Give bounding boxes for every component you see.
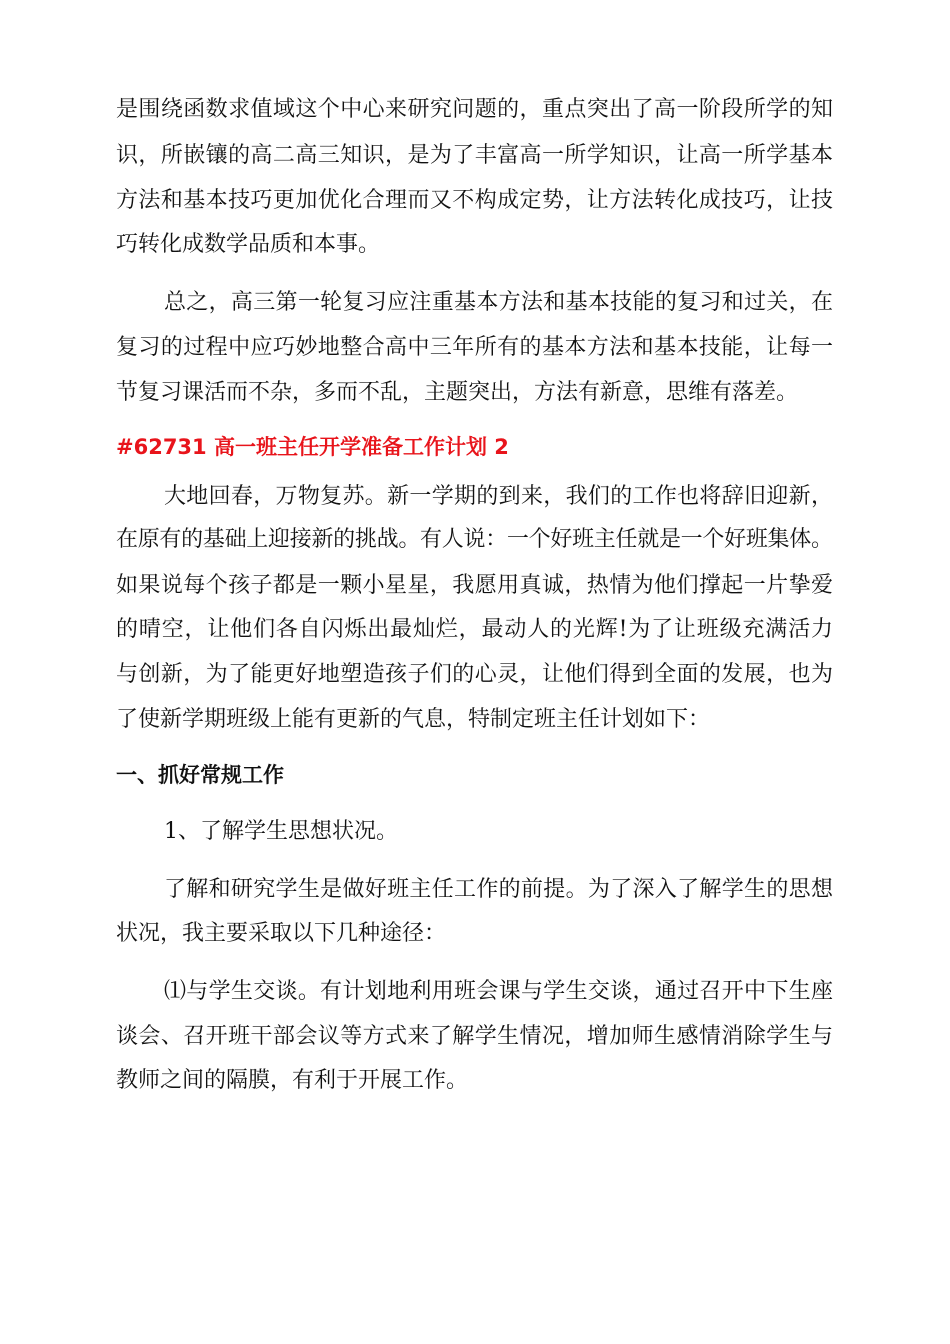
intro-line: 了使新学期班级上能有更新的气息，特制定班主任计划如下： — [116, 707, 711, 732]
intro-line: 如果说每个孩子都是一颗小星星，我愿用真诚，热情为他们撑起一片挚爱 — [116, 573, 834, 598]
subheading: 一、抓好常规工作 — [116, 763, 284, 787]
list-item: 1、了解学生思想状况。 — [164, 819, 398, 844]
paragraph-line: 总之，高三第一轮复习应注重基本方法和基本技能的复习和过关，在 — [164, 290, 834, 315]
paragraph-line: 节复习课活而不杂，多而不乱，主题突出，方法有新意，思维有落差。 — [116, 380, 799, 405]
paragraph-line: 状况，我主要采取以下几种途径： — [116, 921, 447, 946]
paragraph-line: 是围绕函数求值域这个中心来研究问题的，重点突出了高一阶段所学的知 — [116, 97, 834, 122]
paragraph-line: 教师之间的隔膜，有利于开展工作。 — [116, 1068, 469, 1093]
intro-line: 的晴空，让他们各自闪烁出最灿烂，最动人的光辉!为了让班级充满活力 — [116, 617, 834, 642]
intro-line: 大地回春，万物复苏。新一学期的到来，我们的工作也将辞旧迎新， — [164, 484, 834, 509]
paragraph-line: 识，所嵌镶的高二高三知识，是为了丰富高一所学知识，让高一所学基本 — [116, 143, 834, 168]
intro-line: 与创新，为了能更好地塑造孩子们的心灵，让他们得到全面的发展，也为 — [116, 662, 834, 687]
paragraph-line: 谈会、召开班干部会议等方式来了解学生情况，增加师生感情消除学生与 — [116, 1024, 834, 1049]
paragraph-line: 复习的过程中应巧妙地整合高中三年所有的基本方法和基本技能，让每一 — [116, 335, 834, 360]
paragraph-line: 巧转化成数学品质和本事。 — [116, 232, 381, 257]
paragraph-line: 了解和研究学生是做好班主任工作的前提。为了深入了解学生的思想 — [164, 877, 834, 902]
section-title: #62731 高一班主任开学准备工作计划 2 — [116, 435, 509, 459]
intro-line: 在原有的基础上迎接新的挑战。有人说：一个好班主任就是一个好班集体。 — [116, 527, 833, 552]
paragraph-line: ⑴与学生交谈。有计划地利用班会课与学生交谈，通过召开中下生座 — [164, 979, 834, 1004]
paragraph-line: 方法和基本技巧更加优化合理而又不构成定势，让方法转化成技巧，让技 — [116, 188, 834, 213]
